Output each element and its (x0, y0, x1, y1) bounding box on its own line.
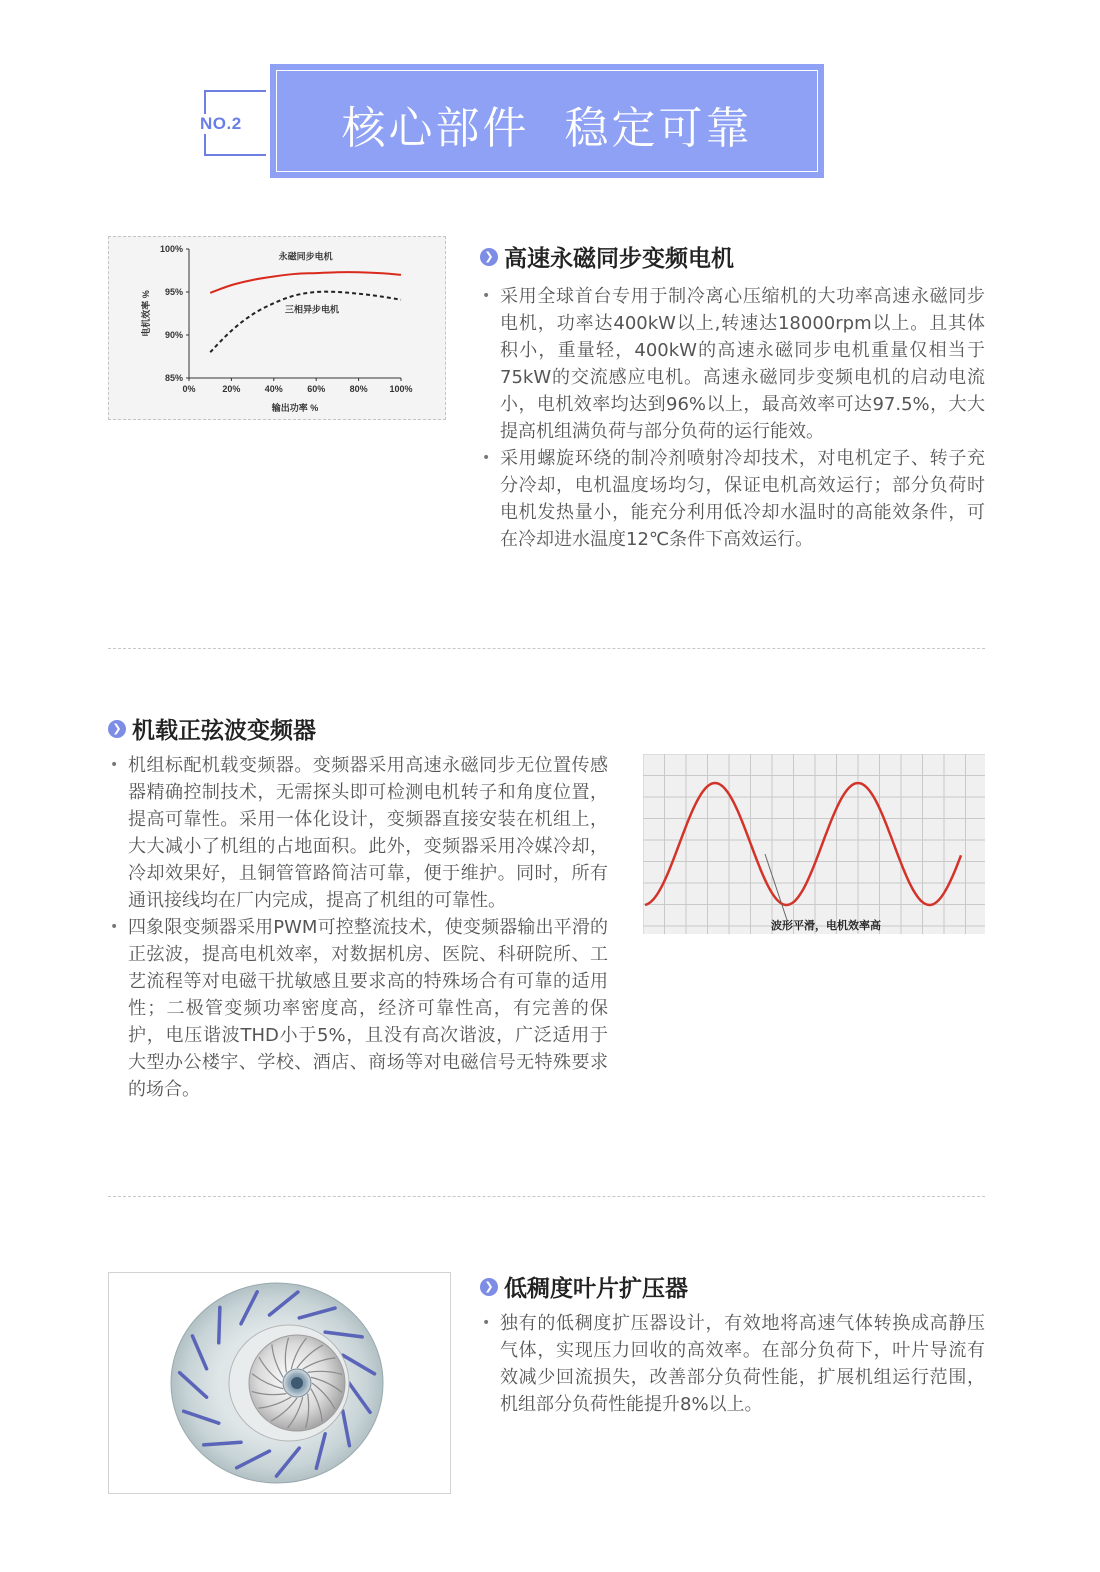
section2-heading (108, 712, 316, 745)
section-number-box (200, 90, 266, 156)
divider-2 (108, 1196, 985, 1197)
x-axis-label: 输出功率 % (271, 403, 319, 413)
section-number: NO.2 (200, 114, 242, 133)
wave-grid (643, 754, 985, 934)
efficiency-chart (108, 236, 446, 420)
page-title: 核心部件 稳定可靠 (341, 103, 753, 154)
section3-body (480, 1310, 985, 1418)
title-banner (270, 64, 824, 178)
sine-wave-svg (643, 754, 985, 934)
section3-heading-text: 低稠度叶片扩压器 (504, 1276, 688, 1302)
x-tick-label: 60% (307, 384, 326, 394)
x-tick-label: 80% (349, 384, 368, 394)
diffuser-image (108, 1272, 451, 1494)
series-label-pmsm: 永磁同步电机 (278, 251, 333, 262)
x-tick-label: 0% (182, 384, 196, 394)
section2-body (108, 752, 608, 1103)
section3-item-1: • 独有的低稠度扩压器设计，有效地将高速气体转换成高静压气体，实现压力回收的高效率。在部分负荷下，叶片导流有效减少回流损失，改善部分负荷性能，扩展机组运行范围，机组部分负荷性能提升8%以上。 (480, 1310, 985, 1418)
section1-item-1: • 采用全球首台专用于制冷离心压缩机的大功率高速永磁同步电机，功率达400kW以上,转速达18000rpm以上。且其体积小，重量轻，400kW的高速永磁同步电机重量仅相当于75kW的交流感应电机。高速永磁同步变频电机的启动电流小，电机效率均达到96%以上，最高效率可达97.5%，大大提高机组满负荷与部分负荷的运行能效。 (480, 283, 985, 445)
section1-body (480, 283, 985, 553)
chevron-right-icon: ❯ (108, 720, 126, 738)
x-tick-label: 100% (389, 384, 413, 394)
section2-item-2: • 四象限变频器采用PWM可控整流技术，使变频器输出平滑的正弦波，提高电机效率，对数据机房、医院、科研院所、工艺流程等对电磁干扰敏感且要求高的特殊场合有可靠的适用性；二极管变频功率密度高，经济可靠性高，有完善的保护，电压谐波THD小于5%，且没有高次谐波，广泛适用于大型办公楼宇、学校、酒店、商场等对电磁信号无特殊要求的场合。 (108, 914, 608, 1103)
section1-item-2: • 采用螺旋环绕的制冷剂喷射冷却技术，对电机定子、转子充分冷却，电机温度场均匀，保证电机高效运行；部分负荷时电机发热量小，能充分利用低冷却水温时的高能效条件，可在冷却进水温度12℃条件下高效运行。 (480, 445, 985, 553)
sine-wave-line (645, 783, 961, 905)
series-label-induction: 三相异步电机 (284, 304, 339, 315)
efficiency-chart-svg (109, 237, 447, 421)
wave-caption: 波形平滑，电机效率高 (771, 919, 881, 932)
section2-heading-text: 机载正弦波变频器 (132, 718, 316, 744)
diffuser-illustration (109, 1273, 450, 1493)
y-tick-label: 90% (164, 330, 183, 340)
y-tick-label: 85% (164, 373, 183, 383)
sine-wave-figure (643, 754, 985, 934)
x-tick-label: 40% (264, 384, 283, 394)
y-axis-label: 电机效率 % (141, 290, 151, 337)
section3-heading (480, 1270, 688, 1303)
series-line-induction (210, 292, 401, 353)
chevron-right-icon: ❯ (480, 1278, 498, 1296)
y-tick-label: 95% (164, 287, 183, 297)
chevron-right-icon: ❯ (480, 248, 498, 266)
section1-heading (480, 240, 734, 273)
y-tick-label: 100% (159, 244, 183, 254)
divider-1 (108, 648, 985, 649)
x-tick-label: 20% (222, 384, 241, 394)
series-line-pmsm (210, 272, 401, 293)
section2-item-1: • 机组标配机载变频器。变频器采用高速永磁同步无位置传感器精确控制技术，无需探头即可检测电机转子和角度位置，提高可靠性。采用一体化设计，变频器直接安装在机组上，大大减小了机组的占地面积。此外，变频器采用冷媒冷却，冷却效果好，且铜管管路简洁可靠，便于维护。同时，所有通讯接线均在厂内完成，提高了机组的可靠性。 (108, 752, 608, 914)
section1-heading-text: 高速永磁同步变频电机 (504, 246, 734, 272)
